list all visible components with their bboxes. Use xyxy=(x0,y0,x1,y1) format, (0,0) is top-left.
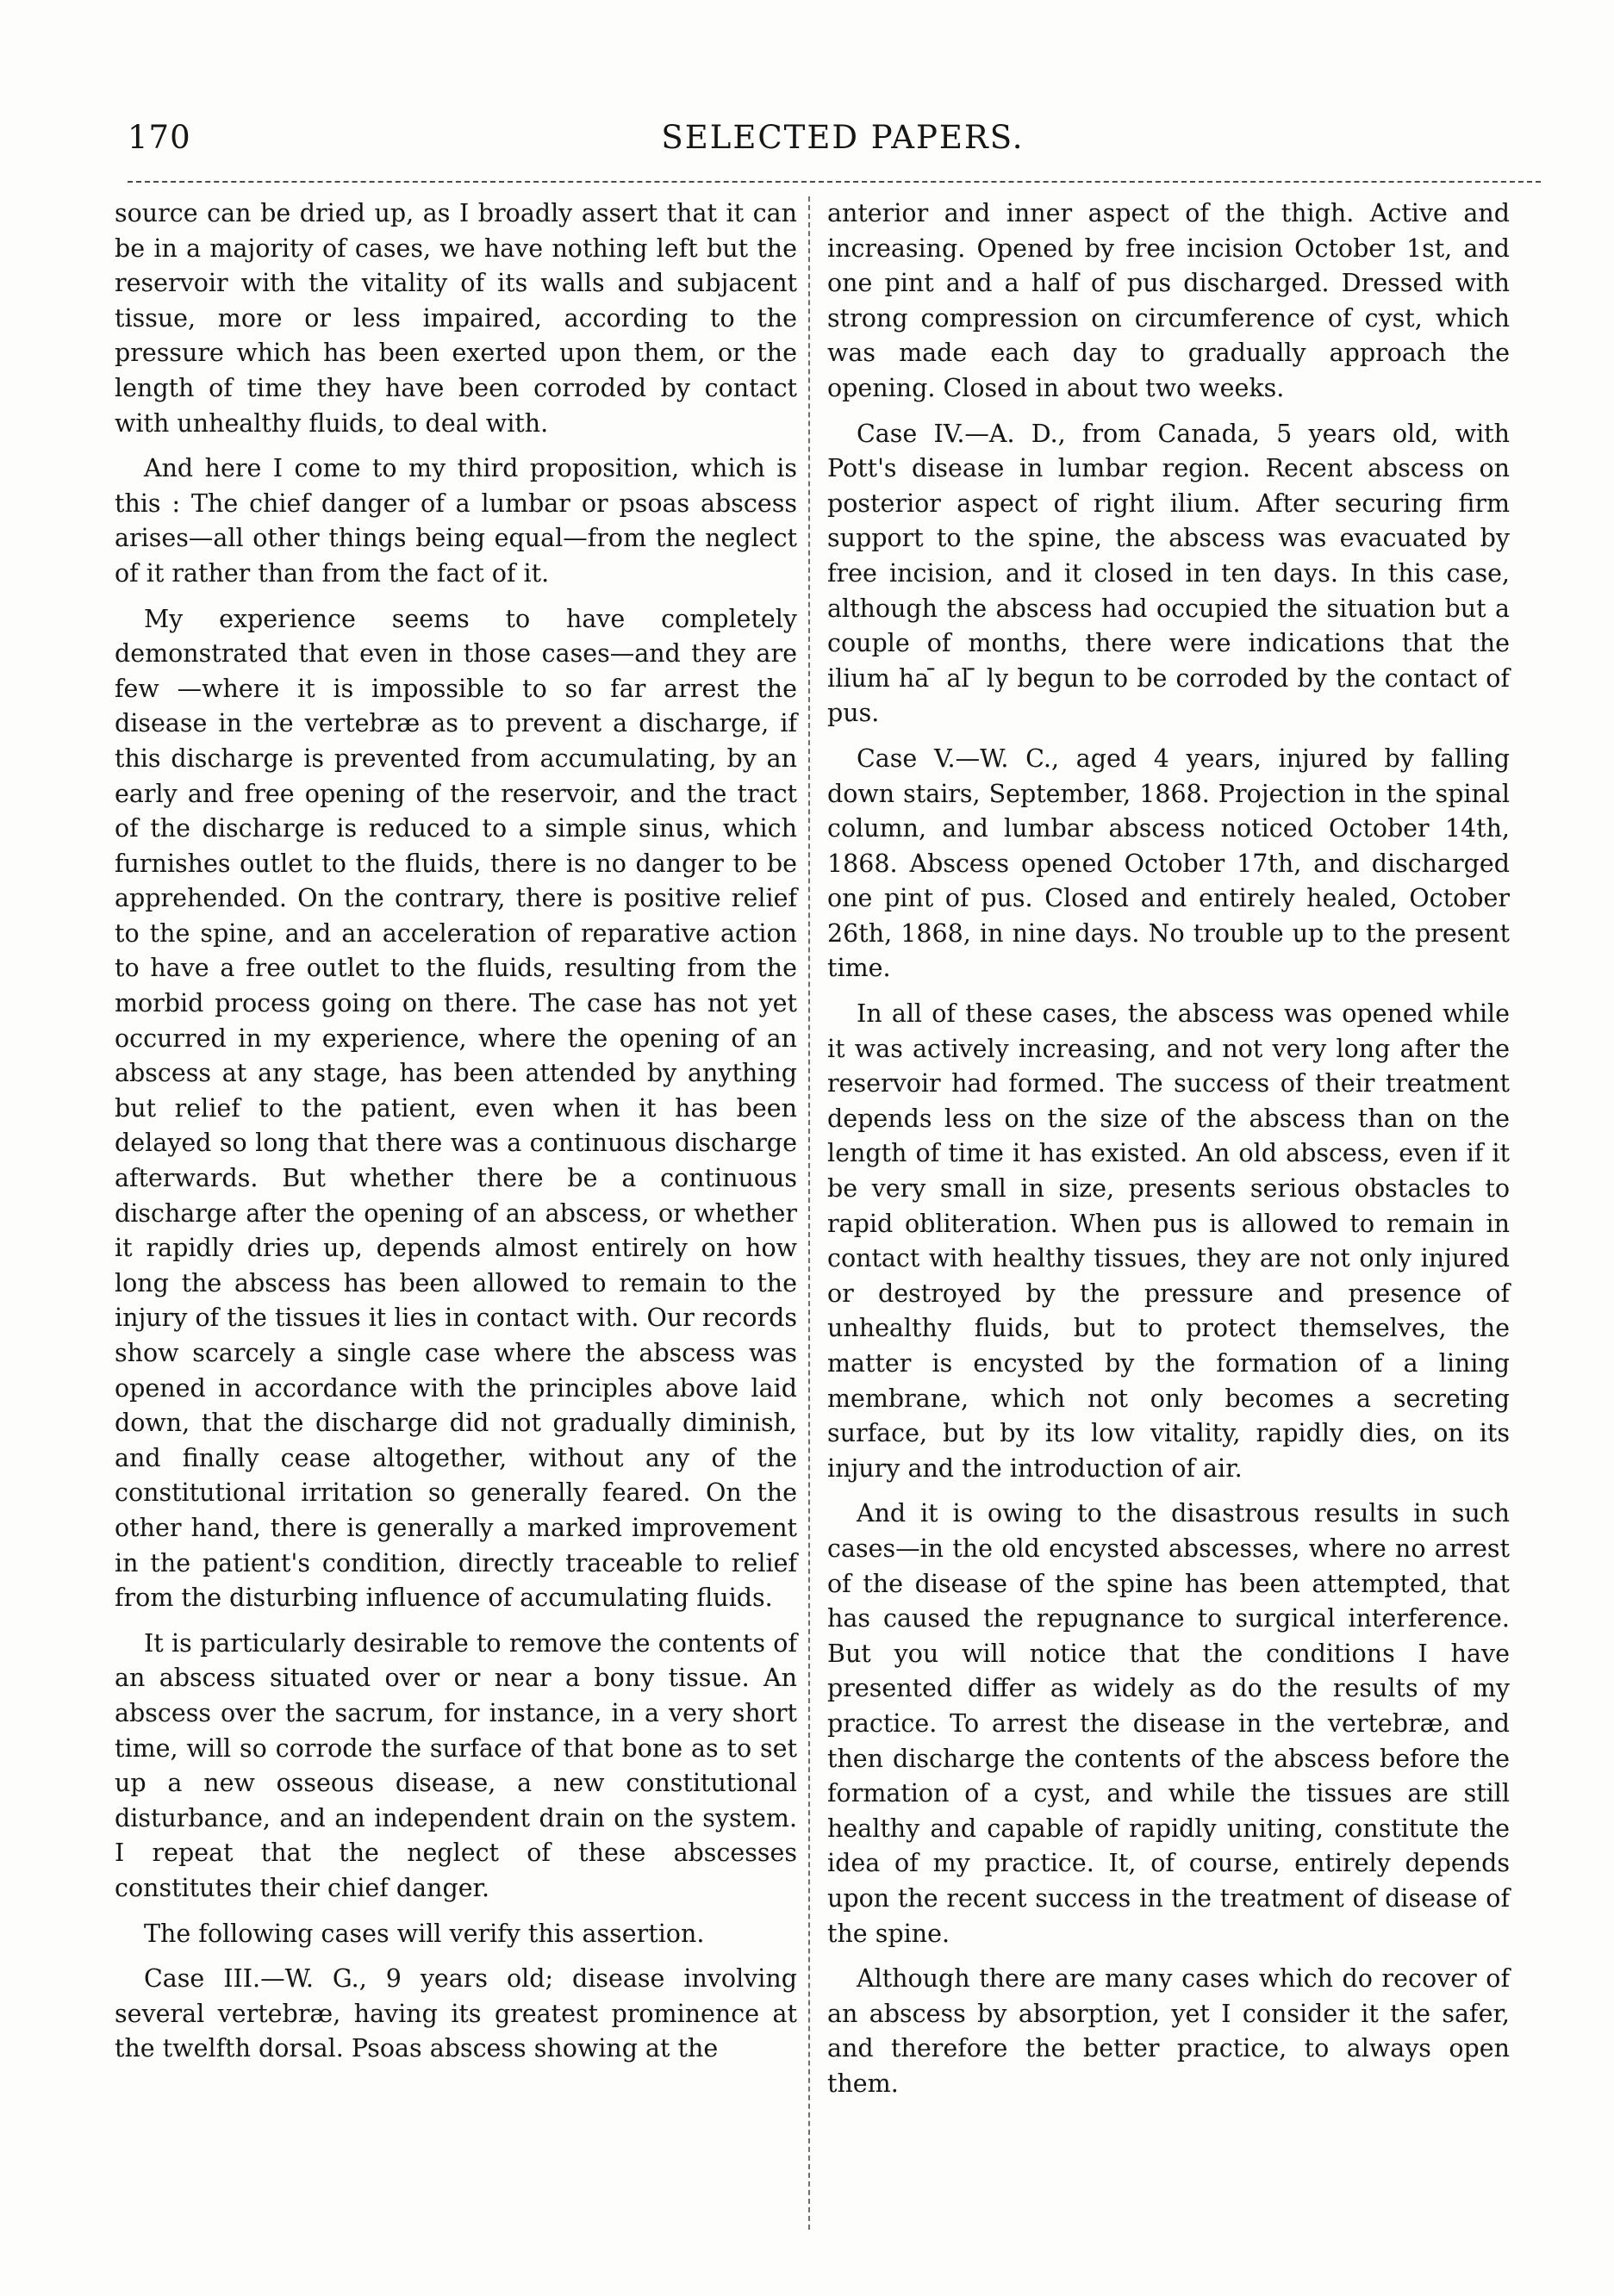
paragraph: Case IV.—A. D., from Canada, 5 years old, with Pott's disease in lumbar region. Recent abscess on posterior aspect of right ilium. After securing firm support to the spine, the abscess was evacuated by free incision, and it closed in ten days. In this case, although the abscess had occupied the situation but a couple of months, there were indications that the ilium ha ̄ al ̄ ly begun to be corroded by the contact of pus. xyxy=(827,419,1510,728)
paragraph: In all of these cases, the abscess was opened while it was actively increasing, and not very long after the reservoir had formed. The success of their treatment depends less on the size of the abscess than on the length of time it has existed. An old abscess, even if it be very small in size, presents serious obstacles to rapid obliteration. When pus is allowed to remain in contact with healthy tissues, they are not only injured or destroyed by the pressure and presence of unhealthy fluids, but to protect themselves, the matter is encysted by the formation of a lining membrane, which not only becomes a secreting surface, but by its low vitality, rapidly dies, on its injury and the introduction of air. xyxy=(827,999,1510,1483)
header-rule xyxy=(128,181,1541,183)
page-header xyxy=(128,119,1558,171)
column-divider xyxy=(808,196,810,2230)
paragraph: My experience seems to have completely demonstrated that even in those cases—and they are few —where it is impossible to so far arrest the disease in the vertebræ as to prevent a discharge, if this discharge is prevented from accumulating, by an early and free opening of the reservoir, and the tract of the discharge is reduced to a simple sinus, which furnishes outlet to the fluids, there is no danger to be apprehended. On the contrary, there is positive relief to the spine, and an acceleration of reparative action to have a free outlet to the fluids, resulting from the morbid process going on there. The case has not yet occurred in my experience, where the opening of an abscess at any stage, has been attended by anything but relief to the patient, even when it has been delayed so long that there was a continuous discharge afterwards. But whether there be a continuous discharge after the opening of an abscess, or whether it rapidly dries up, depends almost entirely on how long the abscess has been allowed to remain to the injury of the tissues it lies in contact with. Our records show scarcely a single case where the abscess was opened in accordance with the principles above laid down, that the discharge did not gradually diminish, and finally cease altogether, without any of the constitutional irritation so generally feared. On the other hand, there is generally a marked improvement in the patient's condition, directly traceable to relief from the disturbing influence of accumulating fluids. xyxy=(115,604,797,1613)
paragraph: Case V.—W. C., aged 4 years, injured by falling down stairs, September, 1868. Projection in the spinal column, and lumbar abscess noticed October 14th, 1868. Abscess opened October 17th, and discharged one pint of pus. Closed and entirely healed, October 26th, 1868, in nine days. No trouble up to the present time. xyxy=(827,744,1510,983)
paragraph: It is particularly desirable to remove the contents of an abscess situated over or near a bony tissue. An abscess over the sacrum, for instance, in a very short time, will so corrode the surface of that bone as to set up a new osseous disease, a new constitutional disturbance, and an independent drain on the system. I repeat that the neglect of these abscesses constitutes their chief danger. xyxy=(115,1628,797,1902)
paragraph: And it is owing to the disastrous results in such cases—in the old encysted abscesses, where no arrest of the disease of the spine has been attempted, that has caused the repugnance to surgical interference. But you will notice that the conditions I have presented differ as widely as do the results of my practice. To arrest the disease in the vertebræ, and then discharge the contents of the abscess before the formation of a cyst, and while the tissues are still healthy and capable of rapidly uniting, constitute the idea of my practice. It, of course, entirely depends upon the recent success in the treatment of disease of the spine. xyxy=(827,1499,1510,1948)
paragraph: anterior and inner aspect of the thigh. Active and increasing. Opened by free incision October 1st, and one pint and a half of pus discharged. Dressed with strong compression on circumference of cyst, which was made each day to gradually approach the opening. Closed in about two weeks. xyxy=(827,199,1510,402)
right-column xyxy=(827,196,1510,2112)
paragraph: source can be dried up, as I broadly assert that it can be in a majority of cases, we have nothing left but the reservoir with the vitality of its walls and subjacent tissue, more or less impaired, according to the pressure which has been exerted upon them, or the length of time they have been corroded by contact with unhealthy fluids, to deal with. xyxy=(115,199,797,438)
paragraph: Case III.—W. G., 9 years old; disease involving several vertebræ, having its greatest prominence at the twelfth dorsal. Psoas abscess showing at the xyxy=(115,1964,797,2063)
running-title: SELECTED PAPERS. xyxy=(661,119,1025,156)
left-column xyxy=(115,196,797,2077)
page-number: 170 xyxy=(128,119,191,156)
paragraph: And here I come to my third proposition, which is this : The chief danger of a lumbar or psoas abscess arises—all other things being equal—from the neglect of it rather than from the fact of it. xyxy=(115,454,797,588)
paragraph: Although there are many cases which do recover of an abscess by absorption, yet I consider it the safer, and therefore the better practice, to always open them. xyxy=(827,1964,1510,2098)
paragraph: The following cases will verify this assertion. xyxy=(144,1919,705,1948)
